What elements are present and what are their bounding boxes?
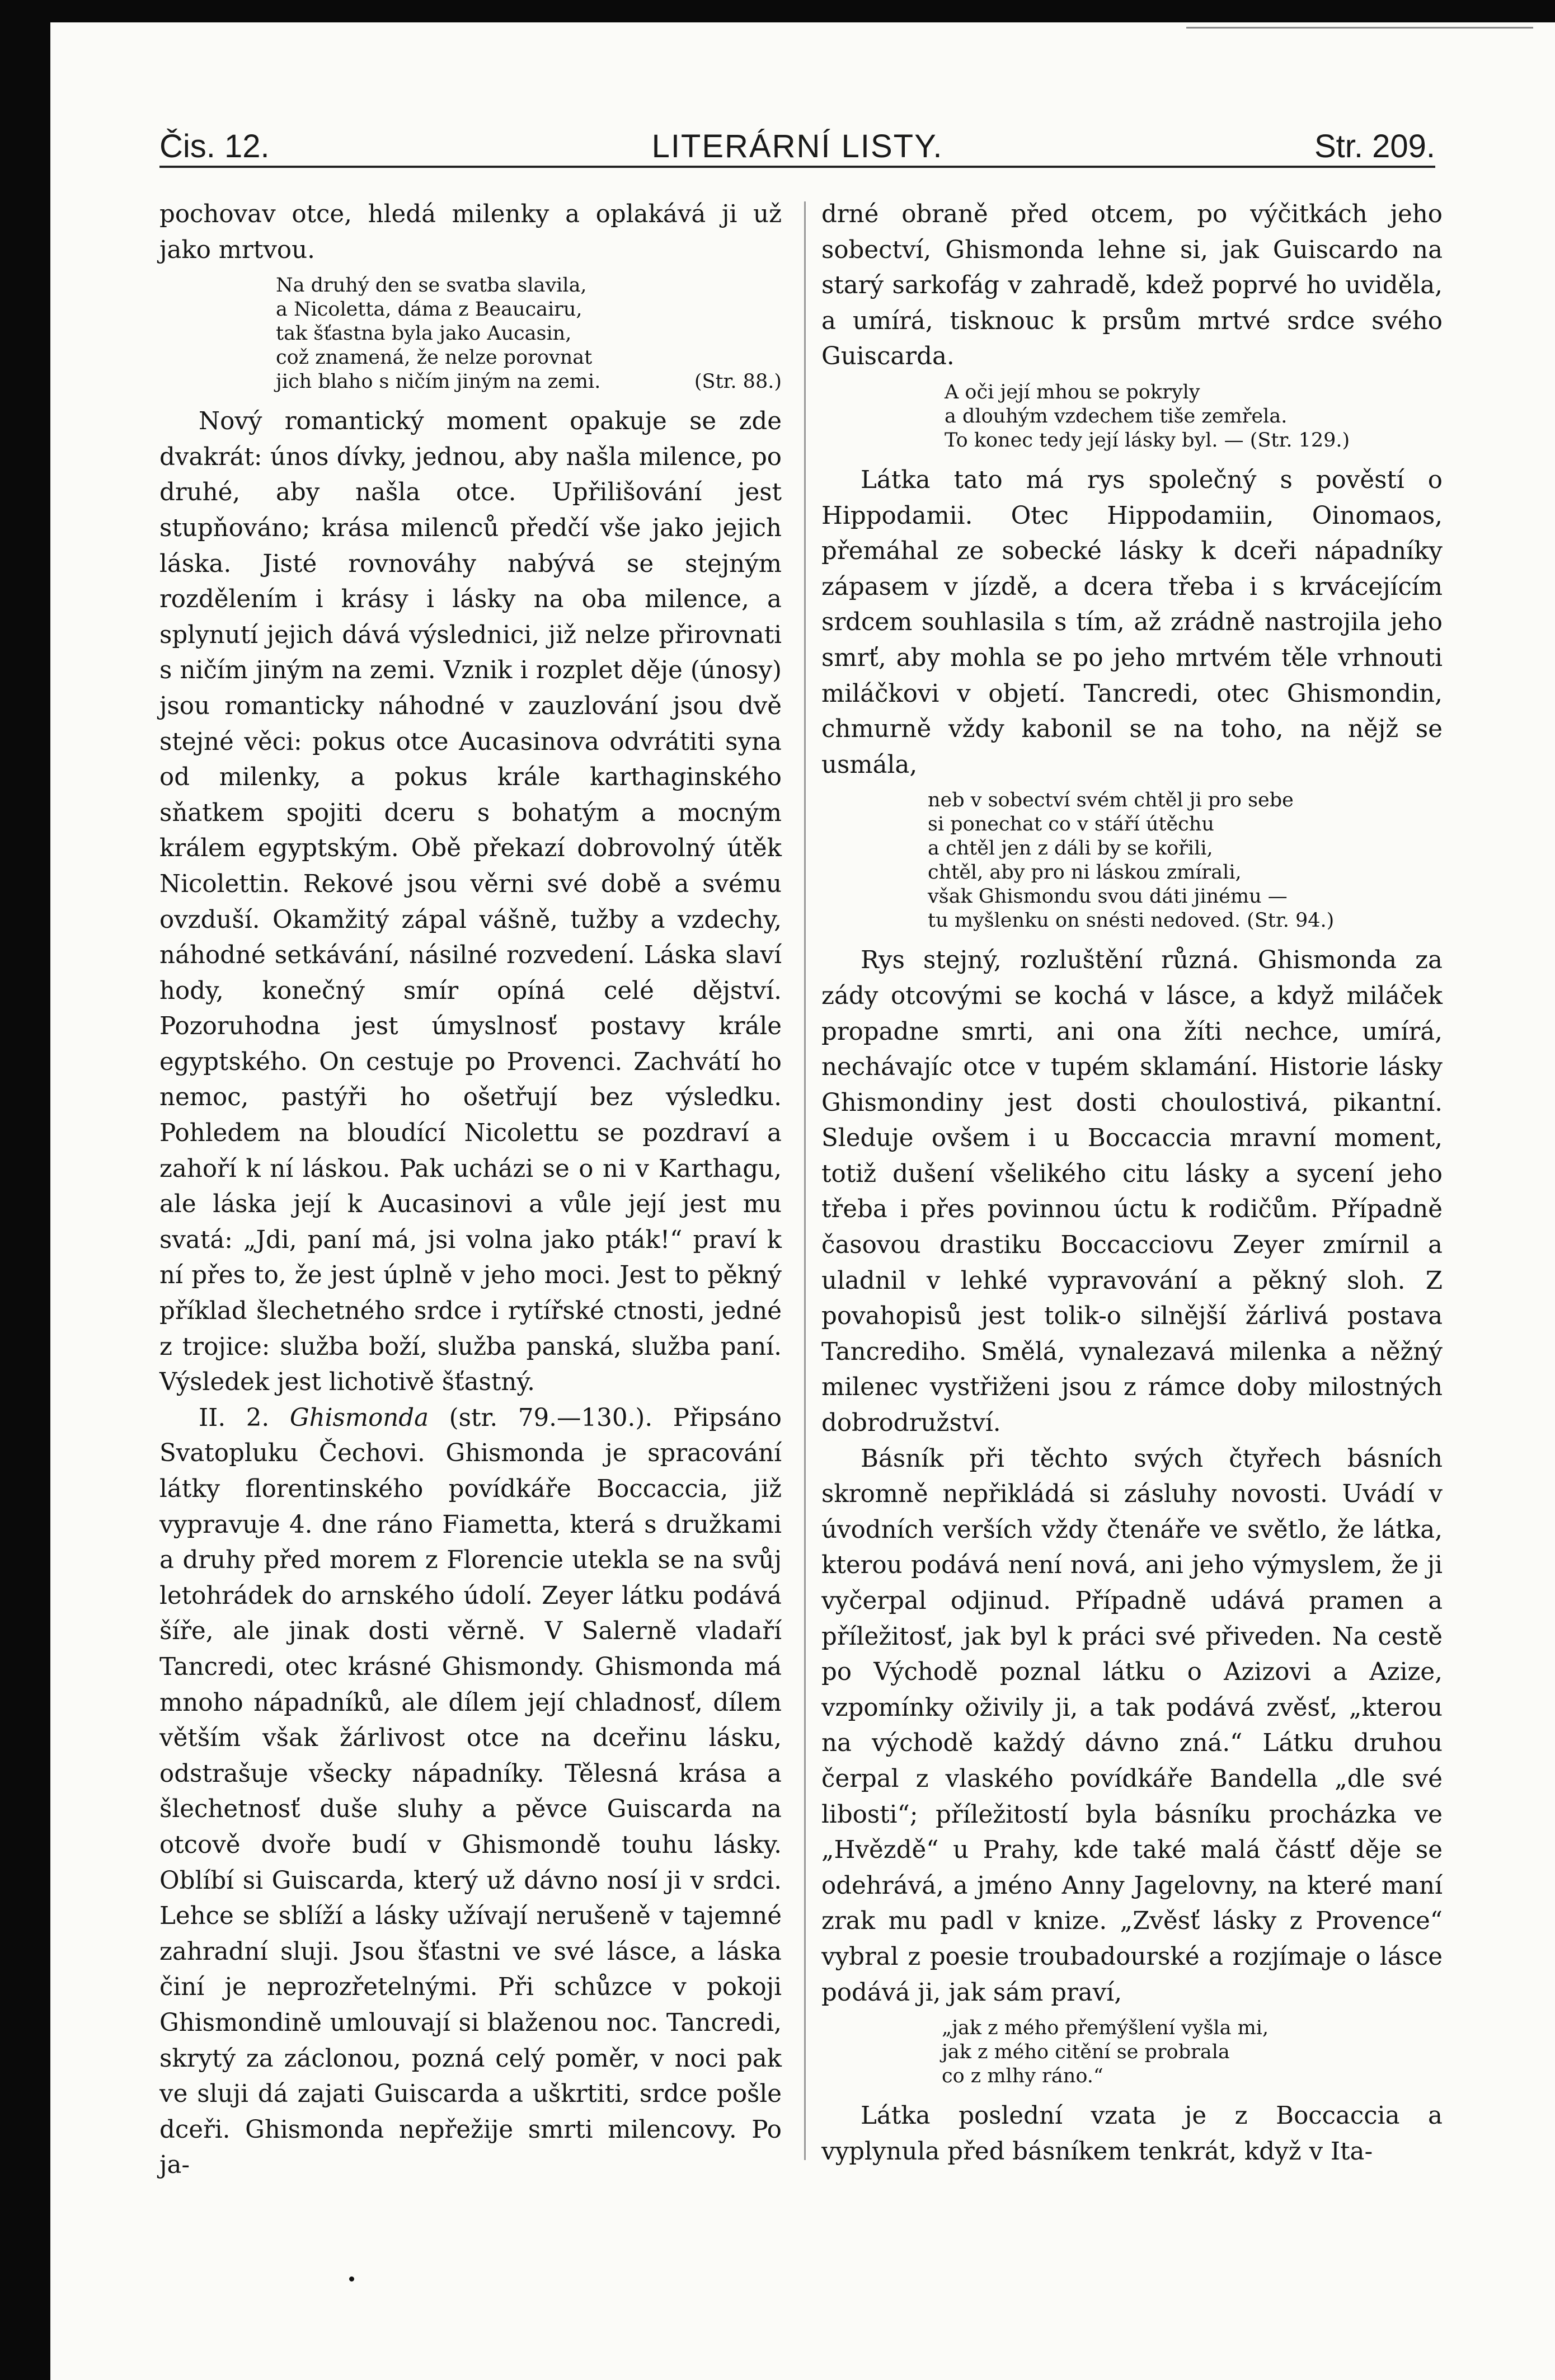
- left-column: [159, 197, 782, 2184]
- verse-line: chtěl, aby pro ni láskou zmírali,: [928, 861, 1242, 884]
- verse-line: [276, 370, 782, 394]
- section-number: II. 2.: [199, 1403, 290, 1432]
- verse-line: Na druhý den se svatba slavila,: [276, 274, 587, 297]
- issue-number: Čis. 12.: [159, 128, 270, 165]
- page-number: Str. 209.: [1314, 128, 1435, 165]
- page-reference: (Str. 129.): [1249, 429, 1350, 452]
- paragraph: Látka poslední vzata je z Boccaccia a vyplynula před básníkem tenkrát, když v Ita-: [821, 2102, 1443, 2166]
- top-edge-line: [1186, 27, 1533, 29]
- verse-line-text: To konec tedy její lásky byl. —: [945, 429, 1244, 452]
- verse-line: [928, 909, 1443, 933]
- verse-quote: [821, 788, 1443, 933]
- journal-title: LITERÁRNÍ LISTY.: [651, 128, 943, 165]
- verse-line: a Nicoletta, dáma z Beaucairu,: [276, 298, 582, 321]
- verse-quote: [821, 2016, 1443, 2088]
- paragraph: Nový romantický moment opakuje se zde dvakrát: únos dívky, jednou, aby našla milence, po druhé, aby našla otce. Upřilišování jest stupňováno; krása milenců předčí vše jako jejich láska. Jisté rovnováhy nabývá se stejným rozdělením i krásy i lásky na oba milence, a splynutí jejich dává výslednici, již nelze přirovnati s ničím jiným na zemi. Vznik i rozplet děje (únosy) jsou romanticky náhodné v zauzlování jsou dvě stejné věci: pokus otce Aucasinova odvrátiti syna od milenky, a pokus krále karthaginského sňatkem spojiti dceru s bohatým a mocným králem egyptským. Obě překazí dobrovolný útěk Nicolettin. Rekové jsou věrni své době a svému ovzduší. Okamžitý zápal vášně, tužby a vzdechy, náhodné setkávání, násilné rozvedení. Láska slaví hody, konečný smír opíná celé dějství. Pozoruhodna jest úmyslnosť postavy krále egyptského. On cestuje po Provenci. Zachvátí ho nemoc, pastýři ho ošetřují bez výsledku. Pohledem na bloudící Nicolettu se pozdraví a zahoří k ní láskou. Pak ucházi se o ni v Karthagu, ale láska její k Aucasinovi a vůle její jest mu svatá: „Jdi, paní má, jsi volna jako pták!“ praví k ní přes to, že jest úplně v jeho moci. Jest to pěkný příklad šlechetného srdce i rytířské ctnosti, jedné z trojice: služba boží, služba panská, služba paní. Výsledek jest lichotivě šťastný.: [159, 407, 782, 1397]
- verse-line: což znamená, že nelze porovnat: [276, 346, 593, 369]
- page-reference: (Str. 88.): [694, 370, 782, 393]
- verse-line: si ponechat co v stáří útěchu: [928, 813, 1214, 836]
- verse-line: co z mlhy ráno.“: [942, 2065, 1103, 2088]
- paragraph: Rys stejný, rozluštění různá. Ghismonda za zády otcovými se kochá v lásce, a když miláček propadne smrti, ani ona žíti nechce, umírá, nechávajíc otce v tupém sklamání. Historie lásky Ghismondiny jest dosti choulostivá, pikantní. Sleduje ovšem i u Boccaccia mravní moment, totiž dušení všelikého citu lásky a sycení jeho třeba i přes povinnou úctu k rodičům. Případně časovou drastiku Boccacciovu Zeyer zmírnil a uladnil v lehké vypravování a pěkný sloh. Z povahopisů jest tolik-o silnější žárlivá postava Tancrediho. Smělá, vynalezavá milenka a něžný milenec vystřiženi jsou z rámce doby milostných dobrodružství.: [821, 946, 1443, 1438]
- verse-line: neb v sobectví svém chtěl ji pro sebe: [928, 789, 1294, 812]
- paragraph-text: (str. 79.—130.). Připsáno Svatopluku Čechovi. Ghismonda je spracování látky florentinského povídkáře Boccaccia, již vypravuje 4. dne ráno Fiametta, která s družkami a druhy před morem z Florencie utekla se na svůj letohrádek do arnského údolí. Zeyer látku podává šíře, ale jinak dosti věrně. V Salerně vladaří Tancredi, otec krásné Ghismondy. Ghismonda má mnoho nápadníků, ale dílem její chladnosť, dílem větším však žárlivost otce na dceřinu lásku, odstrašuje všecky nápadníky. Tělesná krása a šlechetnosť duše sluhy a pěvce Guiscarda na otcově dvoře budí v Ghismondě touhu lásky. Oblíbí si Guiscarda, který už dávno nosí ji v srdci. Lehce se sblíží a lásky užívají nerušeně v tajemné zahradní sluji. Jsou šťastni ve své lásce, a láska činí je neprozřetelnými. Při schůzce v pokoji Ghismondině umlouvají si blaženou noc. Tancredi, skrytý za záclonou, pozná celý poměr, v noci pak ve sluji dá zajati Guiscarda a uškrtiti, srdce pošle dceři. Ghismonda nepřežije smrti milencovy. Po ja-: [159, 1403, 782, 2180]
- verse-line: však Ghismondu svou dáti jinému —: [928, 885, 1288, 908]
- verse-line: tak šťastna byla jako Aucasin,: [276, 322, 572, 345]
- paragraph: [159, 1401, 782, 2184]
- work-title: Ghismonda: [289, 1403, 429, 1432]
- verse-line: A oči její mhou se pokryly: [945, 381, 1200, 403]
- paragraph: Látka tato má rys společný s pověstí o Hippodamii. Otec Hippodamiin, Oinomaos, přemáhal ze sobecké lásky k dceři nápadníky zápasem v jízdě, a dcera třeba i s krvácejícím srdcem souhlasila s tím, až zrádně nastrojila jeho smrť, aby mohla se po jeho mrtvém těle vrhnouti miláčkovi v objetí. Tancredi, otec Ghismondin, chmurně vždy kabonil se na toho, na nějž se usmála,: [821, 466, 1443, 779]
- page-reference: (Str. 94.): [1247, 909, 1335, 932]
- verse-line: „jak z mého přemýšlení vyšla mi,: [942, 2017, 1269, 2040]
- verse-quote: [159, 274, 782, 394]
- verse-line: [945, 429, 1443, 453]
- paragraph: pochovav otce, hledá milenky a oplakává ji už jako mrtvou.: [159, 200, 782, 264]
- stray-mark: [349, 2276, 354, 2282]
- verse-quote: [821, 381, 1443, 453]
- verse-line: a dlouhým vzdechem tiše zemřela.: [945, 405, 1288, 428]
- column-divider: [804, 201, 806, 2160]
- paragraph: drné obraně před otcem, po výčitkách jeho sobectví, Ghismonda lehne si, jak Guiscardo na starý sarkofág v zahradě, kdež poprvé ho uviděla, a umírá, tisknouc k prsům mrtvé srdce svého Guiscarda.: [821, 200, 1443, 371]
- paragraph: Básník při těchto svých čtyřech básních skromně nepřikládá si zásluhy novosti. Uvádí v úvodních verších vždy čtenáře ve světlo, že látka, kterou podává není nová, ani jeho výmyslem, že ji vyčerpal odjinud. Případně udává pramen a příležitosť, jak byl k práci své přiveden. Na cestě po Východě poznal látku o Azizovi a Azize, vzpomínky oživily ji, a tak podává zvěsť, „kterou na východě každý dávno zná.“ Látku druhou čerpal z vlaského povídkáře Bandella „dle své libosti“; příležitostí byla básníku procházka ve „Hvězdě“ u Prahy, kde také malá částť děje se odehrává, a jméno Anny Jagelovny, na které maní zrak mu padl v knize. „Zvěsť lásky z Provence“ vybral z poesie troubadourské a rozjímaje o lásce podává ji, jak sám praví,: [821, 1444, 1443, 2007]
- verse-line: a chtěl jen z dáli by se kořili,: [928, 837, 1213, 860]
- verse-line: jak z mého citění se probrala: [942, 2041, 1230, 2064]
- header-rule: [159, 166, 1435, 168]
- verse-line-text: tu myšlenku on snésti nedoved.: [928, 909, 1241, 932]
- right-column: [821, 197, 1443, 2170]
- verse-line-text: jich blaho s ničím jiným na zemi.: [276, 370, 601, 393]
